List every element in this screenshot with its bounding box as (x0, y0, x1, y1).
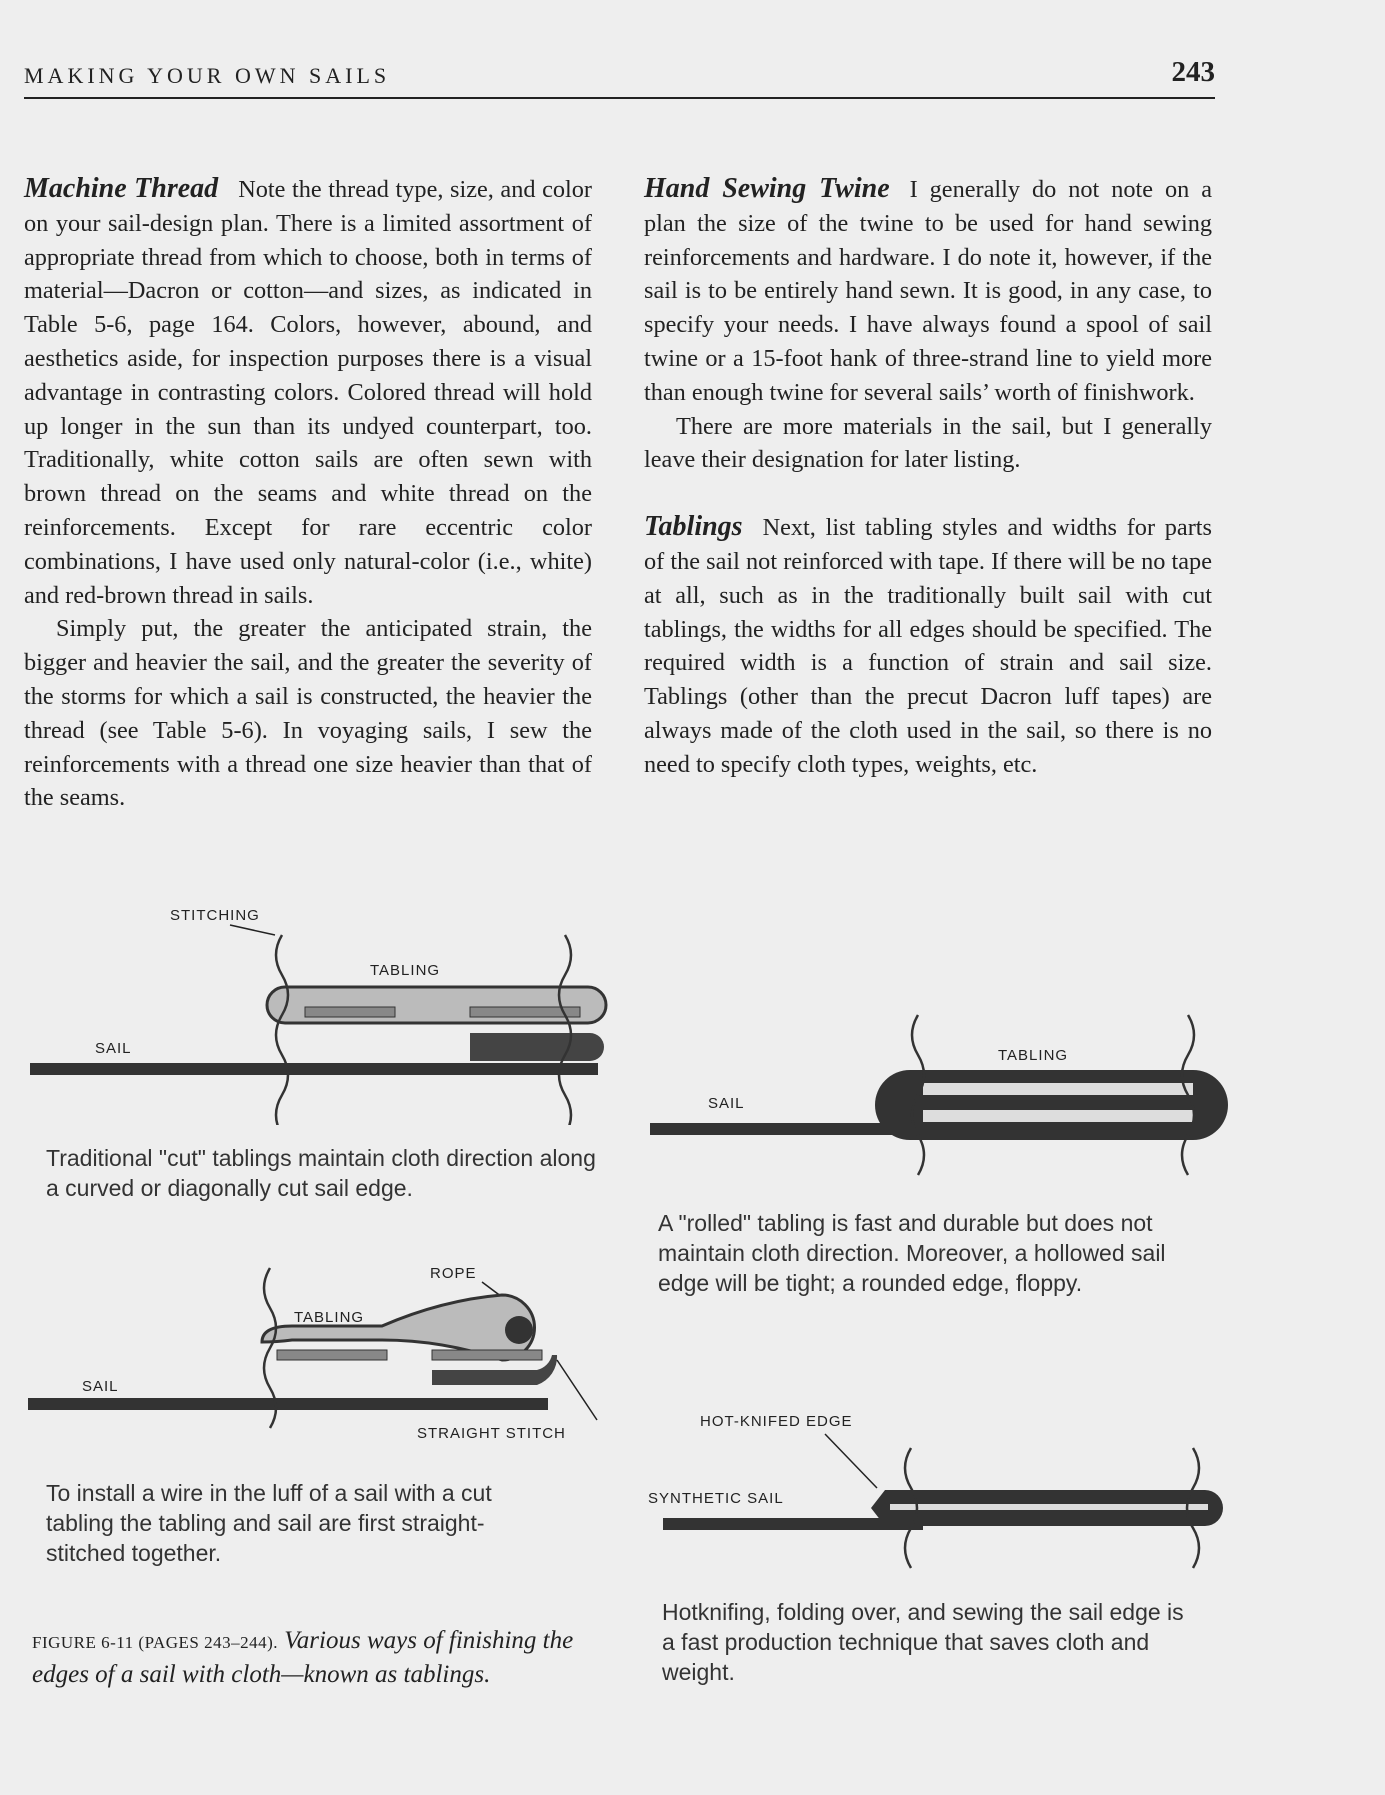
wire-luff-caption: To install a wire in the luff of a sail with a cut tabling the tabling and sail are first straight-stitched together. (46, 1480, 492, 1566)
sail-label-rolled: SAIL (708, 1095, 745, 1112)
cut-tabling-caption: Traditional "cut" tablings maintain cloth direction along a curved or diagonally cut sail edge. (46, 1145, 596, 1201)
machine-thread-paragraph (24, 172, 592, 612)
tabling-inner-left (305, 1007, 395, 1017)
stitch-line-2 (559, 935, 571, 1125)
left-column (24, 172, 592, 815)
thread-strain-paragraph: Simply put, the greater the anticipated strain, the bigger and heavier the sail, and the greater the severity of the storms for which a sail is constructed, the heavier the thread (see Table 5-6). In voyaging sails, I sew the reinforcements with a thread one size heavier than that of the seams. (24, 615, 592, 812)
tabling-inner-wire-left (277, 1350, 387, 1360)
sail-cloth-cut (30, 1063, 598, 1075)
sail-label-wire: SAIL (82, 1378, 119, 1395)
hot-knifed-diagram (645, 1408, 1230, 1578)
hot-knifed-caption: Hotknifing, folding over, and sewing the sail edge is a fast production technique that saves cloth and weight. (662, 1599, 1184, 1685)
hand-sewing-heading: Hand Sewing Twine (644, 173, 890, 204)
rolled-tabling-diagram (648, 1005, 1228, 1195)
tablings-paragraph (644, 510, 1212, 781)
figure-caption (32, 1625, 612, 1691)
machine-thread-heading: Machine Thread (24, 173, 219, 204)
figure-label: FIGURE 6-11 (PAGES 243–244). (32, 1633, 279, 1652)
sail-fold-cut (470, 1033, 604, 1061)
straight-stitch-label: STRAIGHT STITCH (417, 1425, 566, 1442)
sail-cloth-wire (28, 1398, 548, 1410)
sail-cloth-rolled (650, 1123, 950, 1135)
header-rule (24, 97, 1215, 99)
hot-knifed-label: HOT-KNIFED EDGE (700, 1413, 853, 1430)
cut-tabling-diagram (20, 895, 620, 1125)
hand-sewing-paragraph (644, 172, 1212, 410)
stitching-pointer (230, 925, 275, 935)
rolled-inner-top (923, 1083, 1193, 1095)
rolled-inner-bottom (923, 1110, 1193, 1122)
right-column (644, 172, 1212, 782)
hot-knifed-gap (890, 1504, 1208, 1510)
tablings-heading: Tablings (644, 511, 743, 543)
sail-label-cut: SAIL (95, 1040, 132, 1057)
rope-label: ROPE (430, 1265, 477, 1282)
hot-knifed-pointer (825, 1434, 877, 1488)
figure-description: Various ways of finishing the edges of a sail with cloth—known as tablings. (32, 1627, 574, 1688)
stitch-pointer (557, 1360, 597, 1420)
rolled-tabling-caption: A "rolled" tabling is fast and durable but does not maintain cloth direction. Moreover, a hollowed sail edge will be tight; a rounded edge, floppy. (658, 1210, 1166, 1296)
running-header: MAKING YOUR OWN SAILS (24, 63, 391, 88)
tabling-label-rolled: TABLING (998, 1047, 1069, 1064)
machine-thread-text: Note the thread type, size, and color on your sail-design plan. There is a limited assortment of appropriate thread from which to choose, both in terms of material—Dacron or cotton—and sizes, as indicated in Table 5-6, page 164. Colors, however, abound, and aesthetics aside, for inspection purposes there is a visual advantage in contrasting colors. Colored thread will hold up longer in the sun than its undyed counterpart, too. Traditionally, white cotton sails are often sewn with brown thread on the seams and white thread on the reinforcements. Except for rare eccentric color combinations, I have used only natural-color (i.e., white) and red-brown thread in sails. (24, 176, 592, 609)
page-number: 243 (1171, 56, 1215, 88)
wire-luff-diagram (22, 1260, 622, 1460)
tabling-label-cut: TABLING (370, 962, 441, 979)
sail-cloth-hot (663, 1518, 923, 1530)
rope-core (505, 1316, 533, 1344)
tabling-label-wire: TABLING (294, 1309, 365, 1326)
tabling-strip-cut (267, 987, 606, 1023)
tabling-inner-wire-right (432, 1350, 542, 1360)
stitching-label: STITCHING (170, 907, 260, 924)
materials-paragraph: There are more materials in the sail, but I generally leave their designation for later listing. (644, 412, 1212, 474)
tablings-text: Next, list tabling styles and widths for parts of the sail not reinforced with tape. If there will be no tape at all, such as in the traditionally built sail with cut tablings, the widths for all edges should be specified. The required width is a function of strain and sail size. Tablings (other than the precut Dacron luff tapes) are always made of the cloth used in the sail, so there is no need to specify cloth types, weights, etc. (644, 514, 1212, 778)
stitch-line-1 (276, 935, 288, 1125)
hand-sewing-text: I generally do not note on a plan the size of the twine to be used for hand sewing reinforcements and hardware. I do note it, however, if the sail is to be entirely hand sewn. It is good, in any case, to specify your needs. I have always found a spool of sail twine or a 15-foot hank of three-strand line to yield more than enough twine for several sails’ worth of finishwork. (644, 176, 1212, 406)
synthetic-sail-label: SYNTHETIC SAIL (648, 1490, 784, 1507)
